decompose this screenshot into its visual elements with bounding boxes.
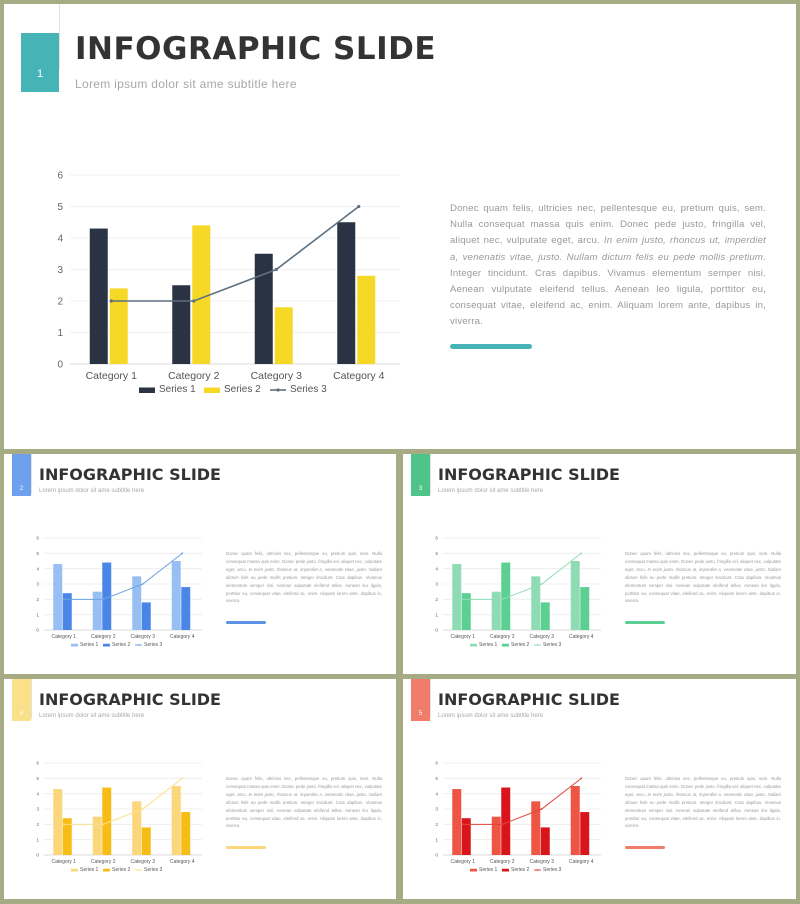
bar-2-4 <box>580 812 589 855</box>
legend-label-2: Series 2 <box>511 642 530 648</box>
body-text: Donec quam felis, ultricies nec, pellentesque eu, pretium quis, sem. Nulla consequat massa quis enim. Donec pede justo, fringilla vel, aliquet nec, vulputate eget, arcu. <box>226 776 382 797</box>
y-tick-label: 1 <box>435 613 438 619</box>
bar-2-4 <box>181 812 190 855</box>
y-tick-label: 3 <box>36 807 39 813</box>
legend-label-2: Series 2 <box>511 867 530 873</box>
slide-title: INFOGRAPHIC SLIDE <box>75 31 437 67</box>
series-3-line <box>111 207 359 302</box>
legend-label-2: Series 2 <box>224 384 261 395</box>
bar-1-1 <box>53 789 62 855</box>
category-label: Category 1 <box>51 859 76 865</box>
y-tick-label: 4 <box>36 792 39 798</box>
series-3-point-1 <box>110 299 113 302</box>
series-3-point-3 <box>142 583 144 585</box>
bar-1-4 <box>571 561 580 630</box>
category-label: Category 1 <box>85 370 137 382</box>
legend-label-1: Series 1 <box>479 642 498 648</box>
y-tick-label: 3 <box>435 582 438 588</box>
series-3-line <box>64 778 183 824</box>
bar-1-2 <box>93 817 102 855</box>
legend-label-3: Series 3 <box>290 384 327 395</box>
y-tick-label: 4 <box>57 233 63 245</box>
body-text-continued: Integer tincidunt. Cras dapibus. Vivamus elementum semper nisi. Aenean vulputate eleifend tellus. Aenean leo ligula, porttitor eu, consequat vitae, eleifend ac, enim. Aliquam lorem ante, dapibus in, viverra. <box>625 799 781 829</box>
category-label: Category 3 <box>529 634 554 640</box>
category-label: Category 3 <box>130 634 155 640</box>
y-tick-label: 5 <box>36 552 39 558</box>
series-3-point-4 <box>580 552 582 554</box>
legend-label-3: Series 3 <box>543 642 562 648</box>
main-slide <box>4 4 796 449</box>
category-label: Category 1 <box>450 859 475 865</box>
body-text-continued: Integer tincidunt. Cras dapibus. Vivamus elementum semper nisi. Aenean vulputate eleifend tellus. Aenean leo ligula, porttitor eu, consequat vitae, eleifend ac, enim. Aliquam lorem ante, dapibus in, viverra. <box>226 574 382 604</box>
bar-1-4 <box>172 786 181 855</box>
slide-title: INFOGRAPHIC SLIDE <box>438 690 620 709</box>
y-tick-label: 5 <box>57 202 63 213</box>
y-tick-label: 0 <box>36 628 39 634</box>
bar-1-3 <box>255 254 273 364</box>
slide-title: INFOGRAPHIC SLIDE <box>438 465 620 484</box>
series-3-point-1 <box>462 598 464 600</box>
category-label: Category 3 <box>529 859 554 865</box>
legend-label-1: Series 1 <box>80 867 99 873</box>
legend-swatch-2 <box>204 388 220 394</box>
bar-1-2 <box>172 285 190 364</box>
y-tick-label: 6 <box>36 536 39 542</box>
category-label: Category 2 <box>490 634 515 640</box>
category-label: Category 3 <box>250 370 302 382</box>
y-tick-label: 2 <box>36 598 39 604</box>
y-tick-label: 3 <box>57 265 63 276</box>
body-text: Donec quam felis, ultricies nec, pellentesque eu, pretium quis, sem. Nulla consequat massa quis enim. Donec pede justo, fringilla vel, aliquet nec, vulputate eget, arcu. <box>625 551 781 572</box>
combo-chart <box>4 679 396 899</box>
y-tick-label: 4 <box>435 567 438 573</box>
slide-number: 3 <box>418 486 423 492</box>
series-3-point-3 <box>541 583 543 585</box>
body-text: Donec quam felis, ultricies nec, pellentesque eu, pretium quis, sem. Nulla consequat massa quis enim. Donec pede justo, fringilla vel, aliquet nec, vulputate eget, arcu. <box>625 776 781 797</box>
legend-label-2: Series 2 <box>112 642 131 648</box>
y-tick-label: 1 <box>435 838 438 844</box>
y-tick-label: 5 <box>435 777 438 783</box>
legend-swatch-1 <box>139 388 155 394</box>
series-3-line <box>64 553 183 599</box>
series-3-point-3 <box>275 268 278 271</box>
y-tick-label: 0 <box>435 628 438 634</box>
y-tick-label: 4 <box>435 792 438 798</box>
y-tick-label: 2 <box>435 598 438 604</box>
legend-swatch-2 <box>502 869 509 872</box>
bar-1-2 <box>93 592 102 630</box>
bar-1-3 <box>132 576 141 630</box>
body-text-continued: Integer tincidunt. Cras dapibus. Vivamus elementum semper nisi. Aenean vulputate eleifend tellus. Aenean leo ligula, porttitor eu, consequat vitae, eleifend ac, enim. Aliquam lorem ante, dapibus in, viverra. <box>625 574 781 604</box>
bar-1-1 <box>53 564 62 630</box>
slide-number: 4 <box>19 711 24 717</box>
y-tick-label: 6 <box>36 761 39 767</box>
bar-1-3 <box>531 576 540 630</box>
y-tick-label: 5 <box>36 777 39 783</box>
thumbnail-slide-yellow[interactable] <box>4 679 396 899</box>
slide-subtitle: Lorem ipsum dolor sit ame subtitle here <box>438 713 544 719</box>
legend-swatch-1 <box>470 644 477 647</box>
legend-label-3: Series 3 <box>144 867 163 873</box>
y-tick-label: 1 <box>57 328 63 339</box>
series-3-point-4 <box>357 205 360 208</box>
series-3-line <box>463 778 582 824</box>
y-tick-label: 0 <box>57 359 63 371</box>
bar-2-2 <box>192 225 210 364</box>
category-label: Category 2 <box>91 634 116 640</box>
bar-1-2 <box>492 817 501 855</box>
bar-2-3 <box>275 307 293 364</box>
bar-1-1 <box>452 789 461 855</box>
y-tick-label: 1 <box>36 613 39 619</box>
bar-1-1 <box>452 564 461 630</box>
series-3-point-2 <box>192 299 195 302</box>
y-tick-label: 0 <box>435 853 438 859</box>
legend-label-1: Series 1 <box>479 867 498 873</box>
series-3-point-2 <box>102 598 104 600</box>
series-3-point-4 <box>181 552 183 554</box>
bar-2-1 <box>110 288 128 364</box>
body-text-continued: Integer tincidunt. Cras dapibus. Vivamus elementum semper nisi. Aenean vulputate eleifend tellus. Aenean leo ligula, porttitor eu, consequat vitae, eleifend ac, enim. Aliquam lorem ante, dapibus in, viverra. <box>450 267 766 328</box>
bar-1-4 <box>172 561 181 630</box>
legend-swatch-1 <box>470 869 477 872</box>
bar-2-3 <box>541 602 550 630</box>
y-tick-label: 5 <box>435 552 438 558</box>
body-text: Donec quam felis, ultricies nec, pellentesque eu, pretium quis, sem. Nulla consequat massa quis enim. Donec pede justo, fringilla vel, aliquet nec, vulputate eget, arcu. <box>226 551 382 572</box>
legend-label-1: Series 1 <box>159 384 196 395</box>
y-tick-label: 4 <box>36 567 39 573</box>
series-3-point-4 <box>181 777 183 779</box>
legend-marker-3 <box>537 644 539 646</box>
bar-1-4 <box>337 222 355 364</box>
bar-2-3 <box>142 827 151 855</box>
y-tick-label: 3 <box>435 807 438 813</box>
bar-2-3 <box>541 827 550 855</box>
bar-1-2 <box>492 592 501 630</box>
series-3-line <box>463 553 582 599</box>
slide-subtitle: Lorem ipsum dolor sit ame subtitle here <box>39 713 145 719</box>
y-tick-label: 6 <box>57 170 63 182</box>
category-label: Category 2 <box>490 859 515 865</box>
y-tick-label: 6 <box>435 761 438 767</box>
body-italic-text: In enim justo, rhoncus ut, imperdiet a, venenatis vitae, justo. Nullam dictum felis eu pede mollis pretium. <box>226 791 383 805</box>
series-3-point-2 <box>102 823 104 825</box>
series-3-point-2 <box>501 823 503 825</box>
combo-chart <box>403 679 795 899</box>
body-italic-text: In enim justo, rhoncus ut, imperdiet a, venenatis vitae, justo. Nullam dictum felis eu pede mollis pretium. <box>625 791 782 805</box>
combo-chart <box>403 454 795 674</box>
series-3-point-4 <box>580 777 582 779</box>
legend-label-1: Series 1 <box>80 642 99 648</box>
combo-chart <box>4 4 796 449</box>
legend-label-3: Series 3 <box>543 867 562 873</box>
category-label: Category 2 <box>91 859 116 865</box>
slide-subtitle: Lorem ipsum dolor sit ame subtitle here <box>75 77 297 91</box>
y-tick-label: 2 <box>36 823 39 829</box>
category-label: Category 2 <box>168 370 220 382</box>
category-label: Category 1 <box>51 634 76 640</box>
legend-marker-3 <box>138 869 140 871</box>
body-italic-text: In enim justo, rhoncus ut, imperdiet a, venenatis vitae, justo. Nullam dictum felis eu pede mollis pretium. <box>226 566 383 580</box>
legend-label-3: Series 3 <box>144 642 163 648</box>
legend-marker-3 <box>138 644 140 646</box>
thumbnail-slide-red[interactable] <box>403 679 796 899</box>
y-tick-label: 2 <box>57 296 63 308</box>
legend-swatch-2 <box>502 644 509 647</box>
bar-1-3 <box>531 801 540 855</box>
slide-number: 2 <box>19 486 24 492</box>
bar-1-4 <box>571 786 580 855</box>
bar-2-4 <box>357 276 375 364</box>
category-label: Category 4 <box>170 634 195 640</box>
legend-marker-3 <box>276 388 279 391</box>
y-tick-label: 0 <box>36 853 39 859</box>
legend-label-2: Series 2 <box>112 867 131 873</box>
legend-marker-3 <box>537 869 539 871</box>
legend-swatch-1 <box>71 644 78 647</box>
series-3-point-2 <box>501 598 503 600</box>
category-label: Category 1 <box>450 634 475 640</box>
y-tick-label: 2 <box>435 823 438 829</box>
bar-1-1 <box>90 229 108 364</box>
slide-title: INFOGRAPHIC SLIDE <box>39 690 221 709</box>
category-label: Category 4 <box>170 859 195 865</box>
legend-swatch-2 <box>103 644 110 647</box>
body-italic-text: In enim justo, rhoncus ut, imperdiet a, venenatis vitae, justo. Nullam dictum felis eu pede mollis pretium. <box>625 566 782 580</box>
slide-subtitle: Lorem ipsum dolor sit ame subtitle here <box>39 488 145 494</box>
combo-chart <box>4 454 396 674</box>
category-label: Category 4 <box>569 859 594 865</box>
legend-swatch-2 <box>103 869 110 872</box>
series-3-point-1 <box>63 823 65 825</box>
y-tick-label: 1 <box>36 838 39 844</box>
bar-2-3 <box>142 602 151 630</box>
bar-2-4 <box>181 587 190 630</box>
y-tick-label: 6 <box>435 536 438 542</box>
slide-subtitle: Lorem ipsum dolor sit ame subtitle here <box>438 488 544 494</box>
bar-1-3 <box>132 801 141 855</box>
category-label: Category 4 <box>569 634 594 640</box>
thumbnail-slide-green[interactable] <box>403 454 796 674</box>
bar-2-4 <box>580 587 589 630</box>
y-tick-label: 3 <box>36 582 39 588</box>
category-label: Category 4 <box>333 370 385 382</box>
body-italic-text: In enim justo, rhoncus ut, imperdiet a, venenatis vitae, justo. Nullam dictum felis eu pede mollis pretium. <box>450 235 766 263</box>
slide-number: 1 <box>36 68 44 80</box>
body-text-continued: Integer tincidunt. Cras dapibus. Vivamus elementum semper nisi. Aenean vulputate eleifend tellus. Aenean leo ligula, porttitor eu, consequat vitae, eleifend ac, enim. Aliquam lorem ante, dapibus in, viverra. <box>226 799 382 829</box>
slide-title: INFOGRAPHIC SLIDE <box>39 465 221 484</box>
category-label: Category 3 <box>130 859 155 865</box>
series-3-point-1 <box>462 823 464 825</box>
body-text: Donec quam felis, ultricies nec, pellentesque eu, pretium quis, sem. Nulla consequat massa quis enim. Donec pede justo, fringilla vel, aliquet nec, vulputate eget, arcu. <box>450 203 766 247</box>
series-3-point-3 <box>541 808 543 810</box>
legend-swatch-1 <box>71 869 78 872</box>
series-3-point-1 <box>63 598 65 600</box>
thumbnail-slide-blue[interactable] <box>4 454 396 674</box>
slide-number: 5 <box>418 711 423 717</box>
series-3-point-3 <box>142 808 144 810</box>
